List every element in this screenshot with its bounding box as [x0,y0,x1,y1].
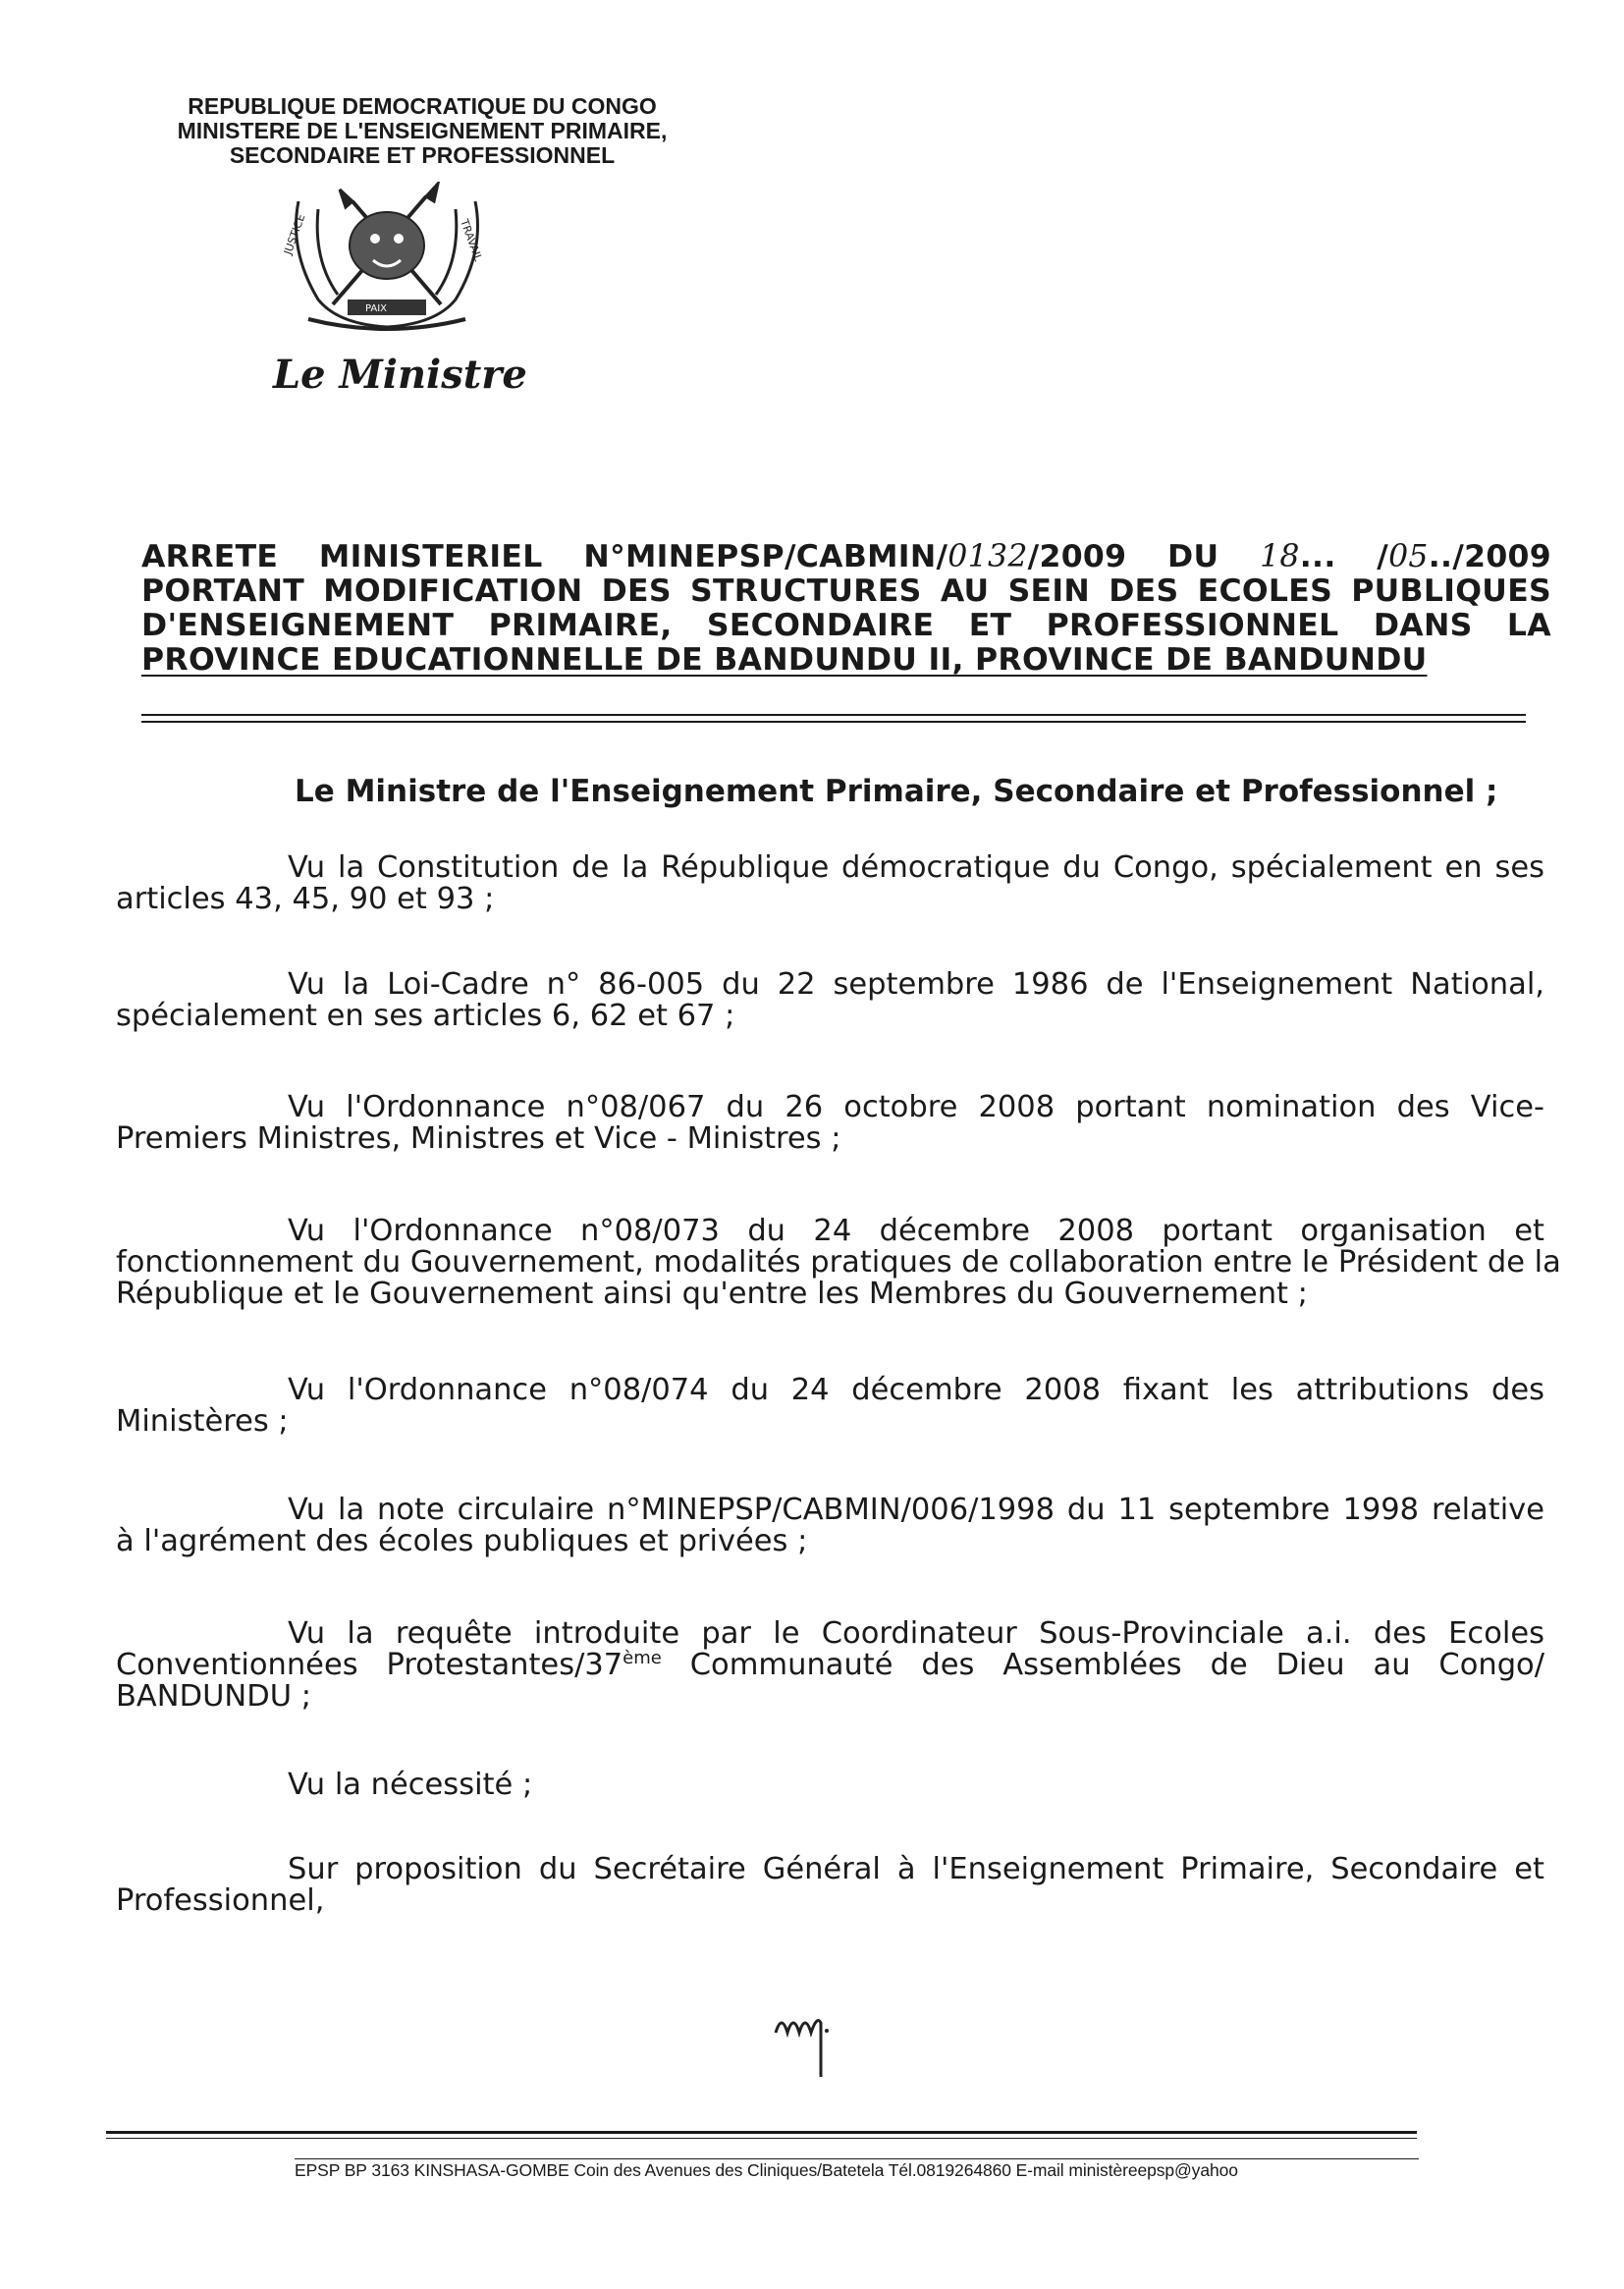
paragraph-line: Vu la Loi-Cadre n° 86-005 du 22 septembre 1986 de l'Enseignement National, [288,967,1544,1002]
preamble: Le Ministre de l'Enseignement Primaire, Secondaire et Professionnel ; [295,774,1498,809]
letterhead-country: REPUBLIQUE DEMOCRATIQUE DU CONGO [188,93,657,119]
paragraph-line: Vu l'Ordonnance n°08/073 du 24 décembre 2008 portant organisation et [288,1214,1544,1248]
svg-text:JUSTICE: JUSTICE [281,212,308,257]
paragraph-loi-cadre [116,969,1544,1032]
paragraph-line: Vu la requête introduite par le Coordinateur Sous-Provinciale a.i. des Ecoles [288,1616,1544,1651]
coat-of-arms-emblem [279,182,495,339]
paragraph-line: BANDUNDU ; [116,1679,312,1714]
paragraph-line: Vu l'Ordonnance n°08/067 du 26 octobre 2008 portant nomination des Vice- [288,1090,1544,1124]
decree-day-handwritten: 18 [1260,539,1300,574]
paragraph-line: Professionnel, [116,1883,325,1918]
decree-date-sep: ... / [1299,539,1389,574]
superscript: ème [623,1647,662,1668]
paragraph-requete [116,1618,1544,1713]
title-line-2: PORTANT MODIFICATION DES STRUCTURES AU SEIN DES ECOLES PUBLIQUES [141,573,1551,609]
paragraph-proposition [116,1854,1544,1917]
footer-rule-top [106,2131,1417,2134]
title-rule-bottom [141,721,1526,723]
paragraph-line [116,1647,1544,1682]
footer-rule-bottom [106,2138,1417,2139]
handwritten-initials [768,1993,846,2082]
minister-title-signature: Le Ministre [273,352,527,398]
decree-ref-prefix: ARRETE MINISTERIEL N°MINEPSP/CABMIN/ [141,539,948,574]
paragraph-line: Sur proposition du Secrétaire Général à l'Enseignement Primaire, Secondaire et [288,1852,1544,1886]
paragraph-line: Vu la nécessité ; [288,1768,533,1802]
paragraph-line: articles 43, 45, 90 et 93 ; [116,882,495,916]
footer-address: EPSP BP 3163 KINSHASA-GOMBE Coin des Avenues des Cliniques/Batetela Tél.0819264860 E-mail ministèreepsp@yahoo [295,2160,1238,2180]
paragraph-line: Ministères ; [116,1404,289,1439]
title-line-4: PROVINCE EDUCATIONNELLE DE BANDUNDU II, PROVINCE DE BANDUNDU [141,642,1428,678]
title-rule-top [141,714,1526,716]
decree-title [141,540,1551,678]
letterhead-ministry-cont: SECONDAIRE ET PROFESSIONNEL [229,142,616,168]
paragraph-note-circulaire [116,1495,1544,1557]
letterhead [147,94,697,168]
decree-ref-year: /2009 DU [1027,539,1261,574]
paragraph-line: Premiers Ministres, Ministres et Vice - Ministres ; [116,1121,841,1156]
paragraph-line: Vu la Constitution de la République démocratique du Congo, spécialement en ses [288,850,1544,885]
letterhead-ministry: MINISTERE DE L'ENSEIGNEMENT PRIMAIRE, [177,118,668,143]
svg-text:TRAVAIL: TRAVAIL [458,217,485,263]
paragraph-text: Communauté des Assemblées de Dieu au Congo/ [661,1648,1544,1682]
paragraph-line: Vu l'Ordonnance n°08/074 du 24 décembre 2008 fixant les attributions des [288,1373,1544,1407]
svg-text:PAIX: PAIX [365,303,388,314]
decree-month-handwritten: 05 [1388,539,1429,574]
title-line-3: D'ENSEIGNEMENT PRIMAIRE, SECONDAIRE ET PROFESSIONNEL DANS LA [141,608,1551,643]
paragraph-line: Vu la note circulaire n°MINEPSP/CABMIN/006/1998 du 11 septembre 1998 relative [288,1493,1544,1527]
decree-number-line [141,540,1551,574]
decree-date-year: ../2009 [1428,539,1551,574]
paragraph-text: Conventionnées Protestantes/37 [116,1648,623,1682]
paragraph-necessite [116,1770,1544,1801]
paragraph-line: fonctionnement du Gouvernement, modalités pratiques de collaboration entre le Président de la [116,1245,1561,1280]
paragraph-ordonnance-073 [116,1214,1561,1311]
paragraph-ordonnance-067 [116,1092,1544,1155]
paragraph-line: République et le Gouvernement ainsi qu'entre les Membres du Gouvernement ; [116,1277,1308,1311]
paragraph-ordonnance-074 [116,1375,1544,1438]
decree-number-handwritten: 0132 [947,539,1028,574]
paragraph-line: à l'agrément des écoles publiques et privées ; [116,1524,808,1558]
footer-underline [295,2158,1419,2159]
paragraph-line: spécialement en ses articles 6, 62 et 67 ; [116,999,735,1033]
paragraph-constitution [116,852,1544,915]
